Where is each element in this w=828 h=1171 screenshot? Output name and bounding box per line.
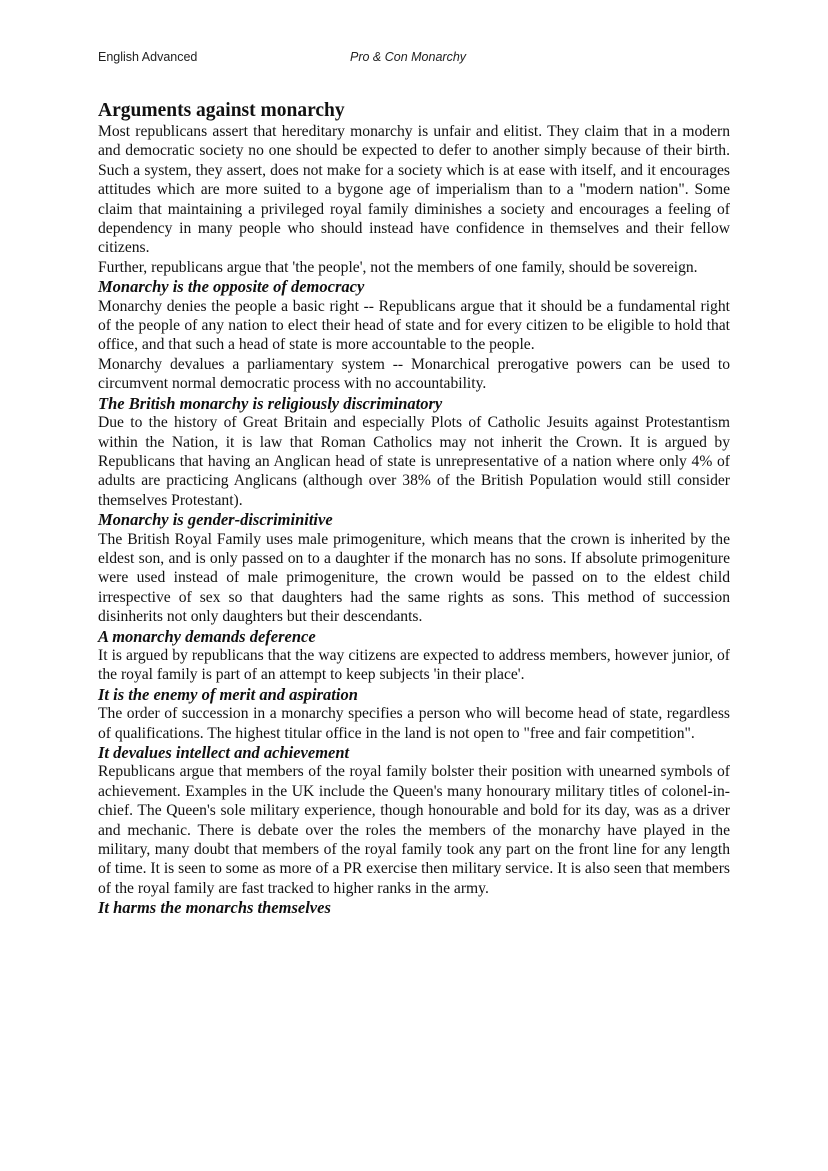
section-heading: The British monarchy is religiously discriminatory [98,393,443,413]
section-heading: A monarchy demands deference [98,626,316,646]
intro-paragraph: Most republicans assert that hereditary monarchy is unfair and elitist. They claim that in a modern and democratic society no one should be expected to defer to another simply because of their birth. Such a system, they assert, does not make for a society which is at ease with itself, and it encourages attitudes which are more suited to a bygone age of imperialism than to a "modern nation". Some claim that maintaining a privileged royal family diminishes a society and encourages a feeling of dependency in many people who should instead have confidence in themselves and their fellow citizens. [98,123,730,257]
document-body [98,100,730,918]
section-paragraph: Due to the history of Great Britain and especially Plots of Catholic Jesuits against Protestantism within the Nation, it is law that Roman Catholics may not inherit the Crown. It is argued by Republicans that having an Anglican head of state is unrepresentative of a nation where only 4% of adults are practicing Anglicans (although over 38% of the British Population would still consider themselves Protestant). [98,414,730,509]
section-paragraph: It is argued by republicans that the way citizens are expected to address members, however junior, of the royal family is part of an attempt to keep subjects 'in their place'. [98,646,730,684]
section-paragraph: Monarchy denies the people a basic right -- Republicans argue that it should be a fundamental right of the people of any nation to elect their head of state and for every citizen to be eligible to hold that office, and that such a head of state is more accountable to the people. [98,297,730,354]
section-heading: It is the enemy of merit and aspiration [98,684,358,704]
section-paragraph: The order of succession in a monarchy specifies a person who will become head of state, regardless of qualifications. The highest titular office in the land is not open to "free and fair competition". [98,705,730,742]
header-course-label: English Advanced [98,50,198,64]
section-heading: It harms the monarchs themselves [98,898,331,918]
section-heading: Monarchy is the opposite of democracy [98,277,365,297]
section-paragraph: Monarchy devalues a parliamentary system -- Monarchical prerogative powers can be used to circumvent normal democratic process with no accountability. [98,355,730,393]
section-paragraph: The British Royal Family uses male primogeniture, which means that the crown is inherited by the eldest son, and is only passed on to a daughter if the monarch has no sons. If absolute primogeniture were used instead of male primogeniture, the crown would be passed on to the eldest child irrespective of sex so that daughters had the same rights as sons. This method of succession disinherits not only daughters but their descendants. [98,530,730,626]
section-paragraph: Republicans argue that members of the royal family bolster their position with unearned symbols of achievement. Examples in the UK include the Queen's many honourary military titles of colonel-in-chief. The Queen's sole military experience, though honourable and bold for its day, was as a driver and mechanic. There is debate over the roles the members of the monarchy have played in the military, many doubt that members of the royal family took any part on the front line for any length of time. It is seen to some as more of a PR exercise then military service. It is also seen that members of the royal family are fast tracked to higher ranks in the army. [98,763,730,897]
page-header [98,50,738,68]
section-heading: Monarchy is gender-discriminitive [98,510,333,530]
header-document-title: Pro & Con Monarchy [350,50,467,64]
section-heading: It devalues intellect and achievement [98,743,350,762]
document-title: Arguments against monarchy [98,100,345,121]
intro-paragraph: Further, republicans argue that 'the people', not the members of one family, should be sovereign. [98,258,698,276]
